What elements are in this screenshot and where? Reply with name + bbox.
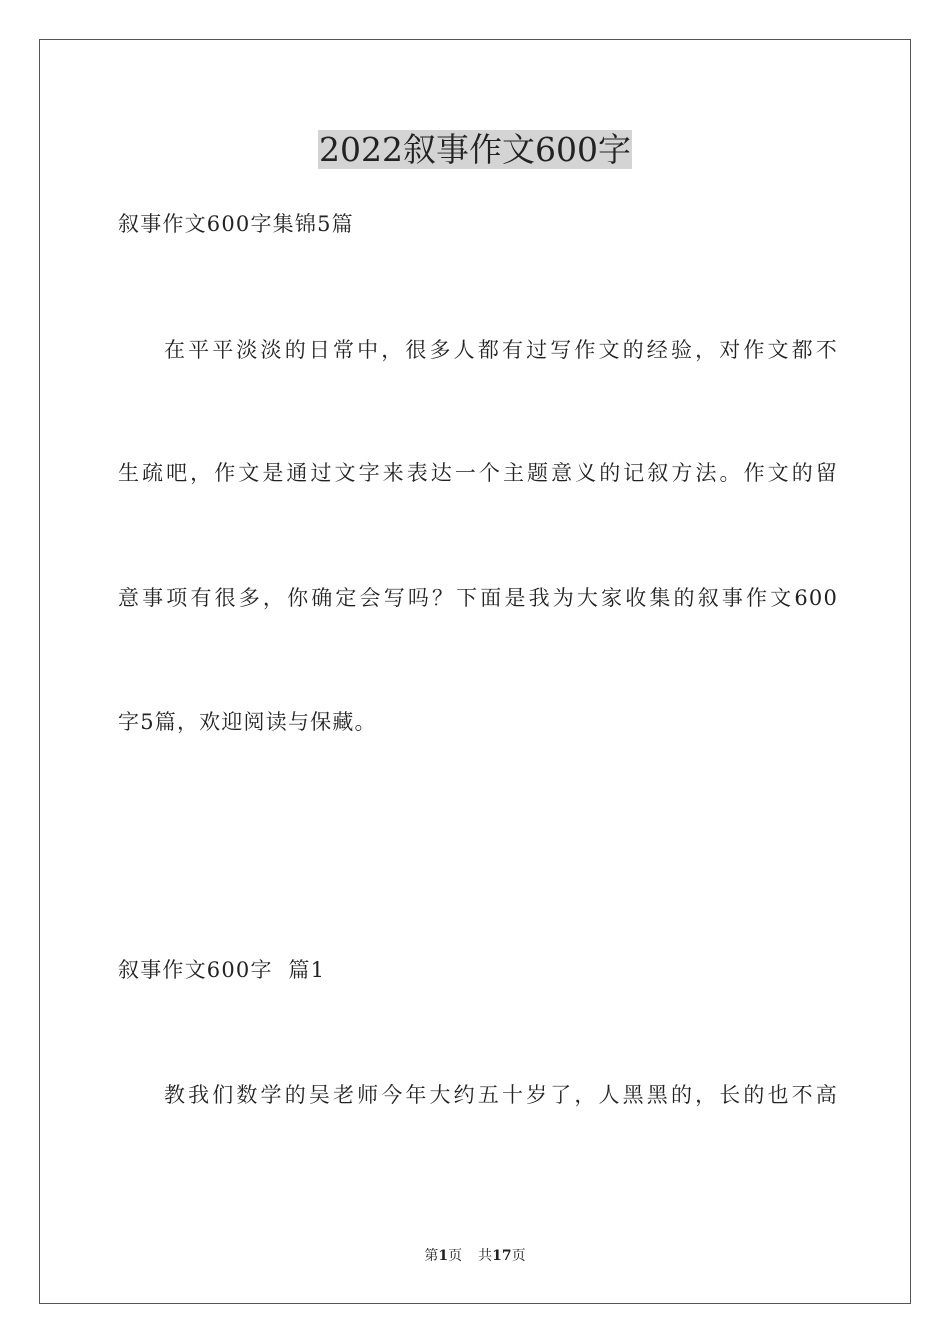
document-title <box>0 128 950 172</box>
intro-line-4: 字5篇，欢迎阅读与保藏。 <box>118 710 377 734</box>
footer-page-number: 1 <box>438 1248 449 1264</box>
page-footer <box>0 1246 950 1266</box>
intro-line-2: 生疏吧，作文是通过文字来表达一个主题意义的记叙方法。作文的留 <box>118 461 838 485</box>
document-subtitle: 叙事作文600字集锦5篇 <box>118 212 354 236</box>
section-heading: 叙事作文600字 篇1 <box>118 958 326 982</box>
footer-total-pages: 17 <box>492 1248 512 1264</box>
footer-page-prefix: 第 <box>424 1248 439 1264</box>
intro-line-3: 意事项有很多，你确定会写吗？下面是我为大家收集的叙事作文600 <box>118 586 838 610</box>
document-title-text: 2022叙事作文600字 <box>319 130 631 169</box>
footer-total-prefix: 共 <box>478 1248 493 1264</box>
footer-page-suffix: 页 <box>448 1248 463 1264</box>
footer-total-suffix: 页 <box>511 1248 526 1264</box>
intro-line-1: 在平平淡淡的日常中，很多人都有过写作文的经验，对作文都不 <box>164 338 838 362</box>
body-line-1: 教我们数学的吴老师今年大约五十岁了，人黑黑的，长的也不高 <box>164 1083 838 1107</box>
